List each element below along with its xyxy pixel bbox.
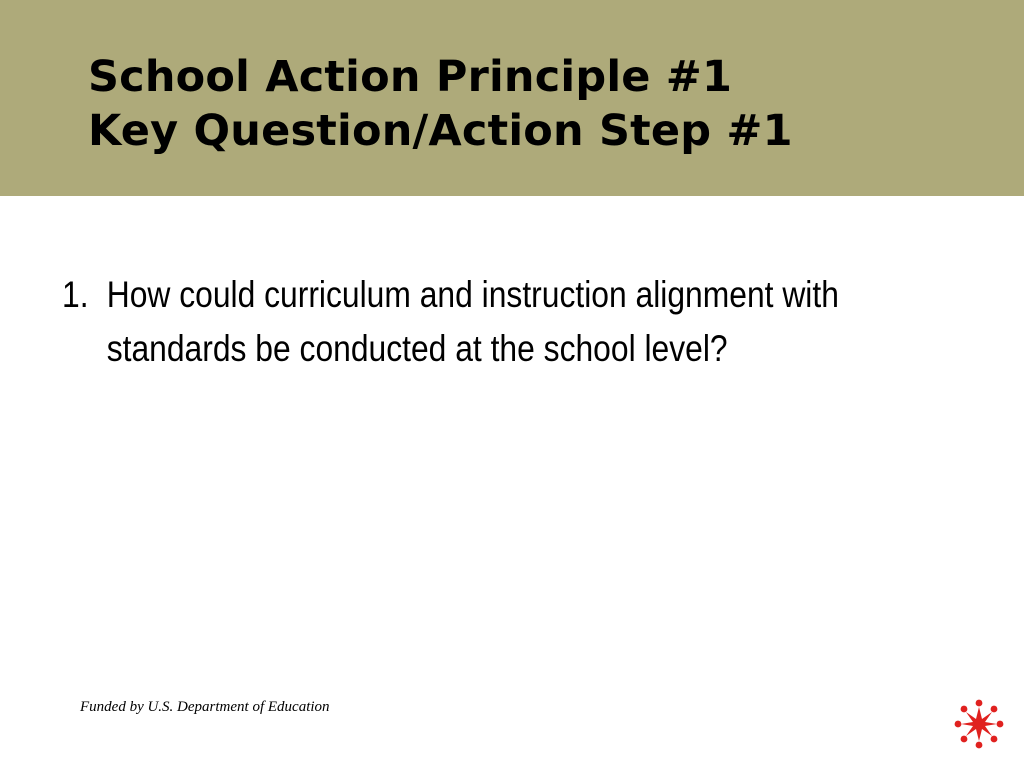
question-item	[62, 268, 972, 376]
funding-note: Funded by U.S. Department of Education	[80, 699, 330, 715]
slide-title	[88, 50, 793, 158]
title-band	[0, 0, 1024, 196]
question-text: How could curriculum and instruction alignment with standards be conducted at the school level?	[106, 274, 839, 369]
question-number: 1.	[62, 274, 89, 315]
question-list	[62, 268, 942, 376]
slide-title-line-1: School Action Principle #1	[88, 52, 733, 102]
red-starburst-logo-icon	[954, 699, 1004, 749]
slide-title-line-2: Key Question/Action Step #1	[88, 106, 793, 156]
